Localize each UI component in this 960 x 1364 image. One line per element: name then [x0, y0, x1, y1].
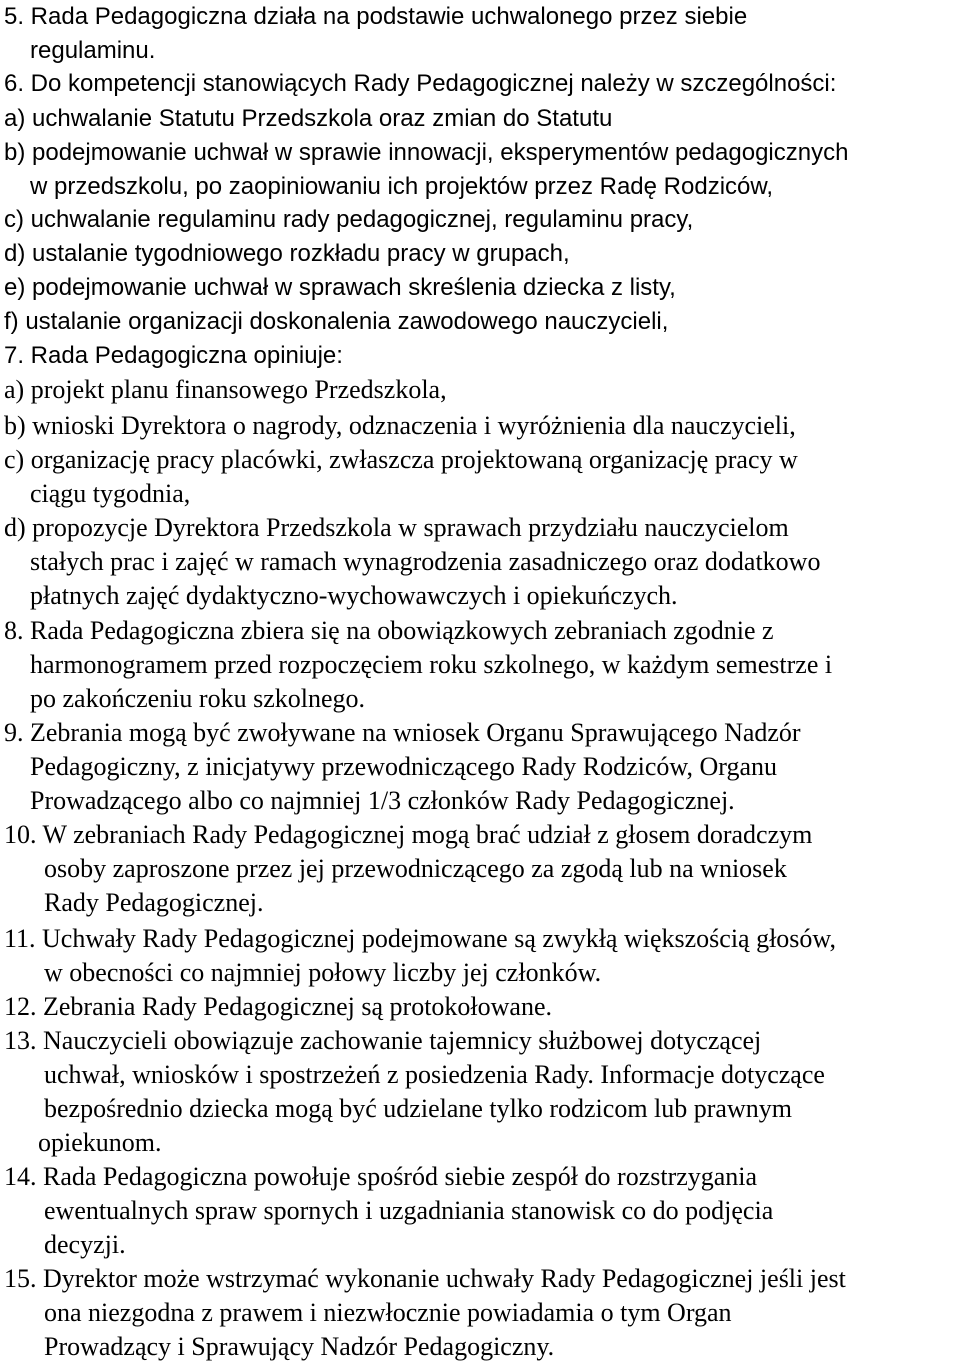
text-line: opiekunom. — [38, 1128, 162, 1157]
text-line: b) wnioski Dyrektora o nagrody, odznaczenia i wyróżnienia dla nauczycieli, — [4, 411, 796, 440]
text-line: ewentualnych spraw spornych i uzgadniania stanowisk co do podjęcia — [44, 1196, 774, 1225]
text-line: Prowadzącego albo co najmniej 1/3 członków Rady Pedagogicznej. — [30, 786, 735, 815]
text-line: stałych prac i zajęć w ramach wynagrodzenia zasadniczego oraz dodatkowo — [30, 547, 821, 576]
text-line: c) uchwalanie regulaminu rady pedagogicznej, regulaminu pracy, — [4, 206, 694, 233]
text-line: a) projekt planu finansowego Przedszkola, — [4, 375, 447, 404]
text-line: 6. Do kompetencji stanowiących Rady Pedagogicznej należy w szczególności: — [4, 70, 837, 97]
text-line: 7. Rada Pedagogiczna opiniuje: — [4, 342, 343, 369]
text-line: bezpośrednio dziecka mogą być udzielane tylko rodzicom lub prawnym — [44, 1094, 792, 1123]
text-line: f) ustalanie organizacji doskonalenia zawodowego nauczycieli, — [4, 308, 669, 335]
text-line: płatnych zajęć dydaktyczno-wychowawczych i opiekuńczych. — [30, 581, 678, 610]
text-line: 5. Rada Pedagogiczna działa na podstawie uchwalonego przez siebie — [4, 3, 748, 30]
text-line: d) ustalanie tygodniowego rozkładu pracy w grupach, — [4, 240, 570, 267]
text-line: harmonogramem przed rozpoczęciem roku szkolnego, w każdym semestrze i — [30, 650, 833, 679]
text-line: c) organizację pracy placówki, zwłaszcza projektowaną organizację pracy w — [4, 445, 798, 474]
text-line: decyzji. — [44, 1230, 126, 1259]
text-line: Prowadzący i Sprawujący Nadzór Pedagogiczny. — [44, 1332, 555, 1361]
text-line: e) podejmowanie uchwał w sprawach skreślenia dziecka z listy, — [4, 274, 676, 301]
text-line: Rady Pedagogicznej. — [44, 888, 264, 917]
text-line: po zakończeniu roku szkolnego. — [30, 684, 366, 713]
text-line: 9. Zebrania mogą być zwoływane na wniosek Organu Sprawującego Nadzór — [4, 718, 801, 747]
text-line: a) uchwalanie Statutu Przedszkola oraz zmian do Statutu — [4, 105, 613, 132]
text-line: 13. Nauczycieli obowiązuje zachowanie tajemnicy służbowej dotyczącej — [4, 1026, 762, 1055]
text-line: uchwał, wniosków i spostrzeżeń z posiedzenia Rady. Informacje dotyczące — [44, 1060, 825, 1089]
text-line: 10. W zebraniach Rady Pedagogicznej mogą brać udział z głosem doradczym — [4, 820, 813, 849]
text-line: b) podejmowanie uchwał w sprawie innowacji, eksperymentów pedagogicznych — [4, 139, 849, 166]
text-line: regulaminu. — [30, 37, 156, 64]
text-line: Pedagogiczny, z inicjatywy przewodniczącego Rady Rodziców, Organu — [30, 752, 778, 781]
text-line: 14. Rada Pedagogiczna powołuje spośród siebie zespół do rozstrzygania — [4, 1162, 758, 1191]
text-line: d) propozycje Dyrektora Przedszkola w sprawach przydziału nauczycielom — [4, 513, 789, 542]
text-line: 15. Dyrektor może wstrzymać wykonanie uchwały Rady Pedagogicznej jeśli jest — [4, 1264, 846, 1293]
text-line: osoby zaproszone przez jej przewodniczącego za zgodą lub na wniosek — [44, 854, 787, 883]
text-line: ona niezgodna z prawem i niezwłocznie powiadamia o tym Organ — [44, 1298, 732, 1327]
text-line: 11. Uchwały Rady Pedagogicznej podejmowane są zwykłą większością głosów, — [4, 924, 837, 953]
text-line: 8. Rada Pedagogiczna zbiera się na obowiązkowych zebraniach zgodnie z — [4, 616, 774, 645]
text-line: w obecności co najmniej połowy liczby jej członków. — [44, 958, 602, 987]
text-line: 12. Zebrania Rady Pedagogicznej są protokołowane. — [4, 992, 552, 1021]
text-line: ciągu tygodnia, — [30, 479, 191, 508]
text-line: w przedszkolu, po zaopiniowaniu ich projektów przez Radę Rodziców, — [30, 173, 774, 200]
